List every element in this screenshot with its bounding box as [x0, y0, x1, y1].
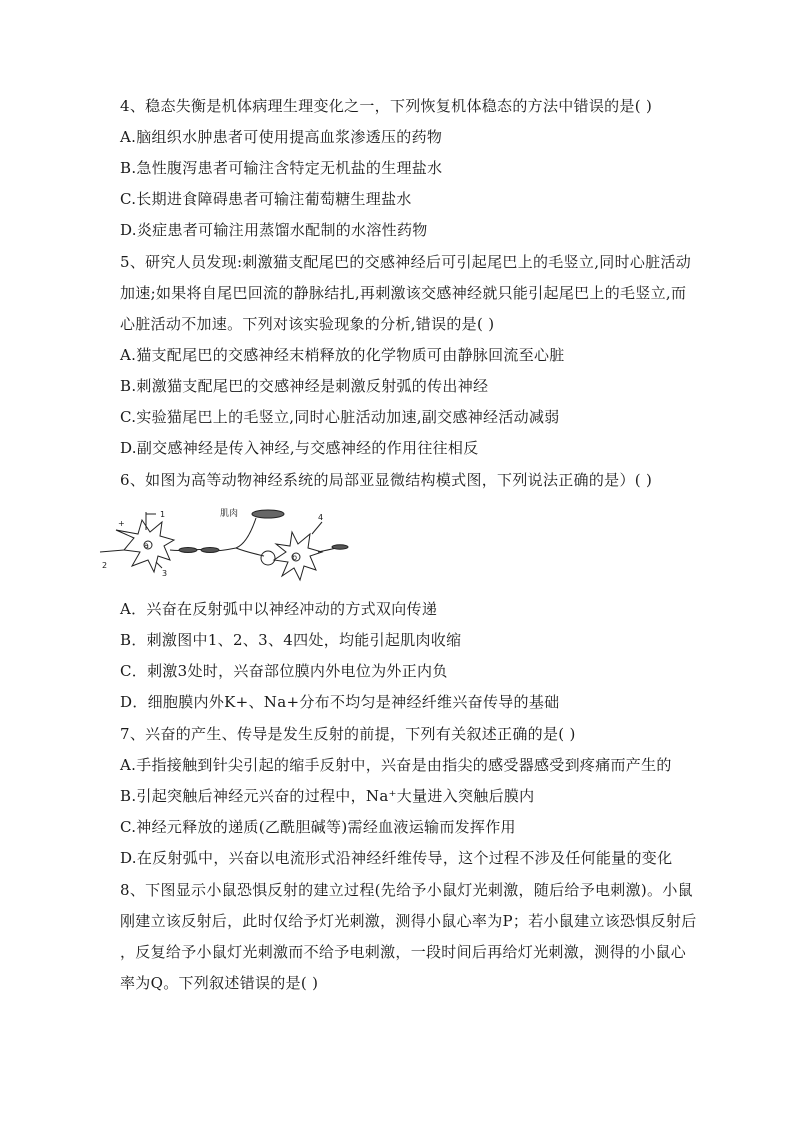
- q6-option-a: A．兴奋在反射弧中以神经冲动的方式双向传递: [120, 600, 438, 618]
- q7-option-c: C.神经元释放的递质(乙酰胆碱等)需经血液运输而发挥作用: [120, 818, 516, 836]
- q8-stem-line4: 率为Q。下列叙述错误的是( ): [120, 974, 319, 992]
- q5-stem-line3: 心脏活动不加速。下列对该实验现象的分析,错误的是( ): [120, 315, 495, 333]
- q7-option-d: D.在反射弧中，兴奋以电流形式沿神经纤维传导，这个过程不涉及任何能量的变化: [120, 849, 673, 867]
- figure-label-a: a: [144, 541, 149, 550]
- dendrite-left: [100, 550, 124, 552]
- q4-option-d: D.炎症患者可输注用蒸馏水配制的水溶性药物: [120, 221, 428, 239]
- neuron-diagram: [96, 500, 366, 584]
- neuron-structure-figure: [96, 500, 366, 584]
- myelin-segment: [332, 545, 348, 549]
- q8-stem-line1: 8、下图显示小鼠恐惧反射的建立过程(先给予小鼠灯光刺激，随后给予电刺激)。小鼠: [120, 881, 693, 899]
- q5-option-a: A.猫支配尾巴的交感神经末梢释放的化学物质可由静脉回流至心脏: [120, 346, 565, 364]
- q4-stem: 4、稳态失衡是机体病理生理变化之一，下列恢复机体稳态的方法中错误的是( ): [120, 97, 653, 115]
- q5-stem-line1: 5、研究人员发现:刺激猫支配尾巴的交感神经后可引起尾巴上的毛竖立,同时心脏活动: [120, 253, 692, 271]
- myelin-segment: [201, 548, 219, 553]
- figure-label-2: 2: [102, 561, 108, 570]
- muscle-shape: [252, 510, 284, 518]
- synapse-knob: [261, 551, 275, 565]
- q5-option-d: D.副交感神经是传入神经,与交感神经的作用往往相反: [120, 439, 479, 457]
- q7-stem: 7、兴奋的产生、传导是发生反射的前提，下列有关叙述正确的是( ): [120, 725, 576, 743]
- figure-label-muscle: 肌肉: [220, 509, 239, 519]
- q7-option-a: A.手指接触到针尖引起的缩手反射中，兴奋是由指尖的感受器感受到疼痛而产生的: [120, 756, 672, 774]
- q6-option-c: C．刺激3处时，兴奋部位膜内外电位为外正内负: [120, 662, 448, 680]
- q6-option-d: D．细胞膜内外K+、Na+分布不均匀是神经纤维兴奋传导的基础: [120, 693, 560, 711]
- myelin-segment: [179, 548, 197, 553]
- figure-label-plus: +: [118, 519, 125, 528]
- axon-terminal: [236, 548, 264, 556]
- pointer-4: [312, 522, 322, 534]
- pointer-3: [156, 562, 162, 568]
- q5-option-b: B.刺激猫支配尾巴的交感神经是刺激反射弧的传出神经: [120, 377, 489, 395]
- figure-label-4: 4: [318, 513, 324, 522]
- q7-option-b: B.引起突触后神经元兴奋的过程中，Na⁺大量进入突触后膜内: [120, 787, 535, 805]
- q6-option-b: B．刺激图中1、2、3、4四处，均能引起肌肉收缩: [120, 631, 462, 649]
- figure-label-b: b: [292, 553, 298, 562]
- q4-option-b: B.急性腹泻患者可输注含特定无机盐的生理盐水: [120, 159, 443, 177]
- q4-option-c: C.长期进食障碍患者可输注葡萄糖生理盐水: [120, 190, 412, 208]
- figure-label-3: 3: [162, 569, 168, 578]
- nerve-to-muscle: [236, 518, 256, 548]
- q8-stem-line3: ，反复给予小鼠灯光刺激而不给予电刺激，一段时间后再给灯光刺激，测得的小鼠心: [120, 943, 687, 961]
- neuron-b-body: [274, 532, 322, 580]
- q5-option-c: C.实验猫尾巴上的毛竖立,同时心脏活动加速,副交感神经活动减弱: [120, 408, 560, 426]
- figure-label-1: 1: [160, 510, 166, 519]
- q6-stem: 6、如图为高等动物神经系统的局部亚显微结构模式图，下列说法正确的是）( ): [120, 471, 653, 489]
- q8-stem-line2: 刚建立该反射后，此时仅给予灯光刺激，测得小鼠心率为P；若小鼠建立该恐惧反射后: [120, 912, 697, 930]
- q5-stem-line2: 加速;如果将自尾巴回流的静脉结扎,再刺激该交感神经就只能引起尾巴上的毛竖立,而: [120, 284, 687, 302]
- q4-option-a: A.脑组织水肿患者可使用提高血浆渗透压的药物: [120, 128, 443, 146]
